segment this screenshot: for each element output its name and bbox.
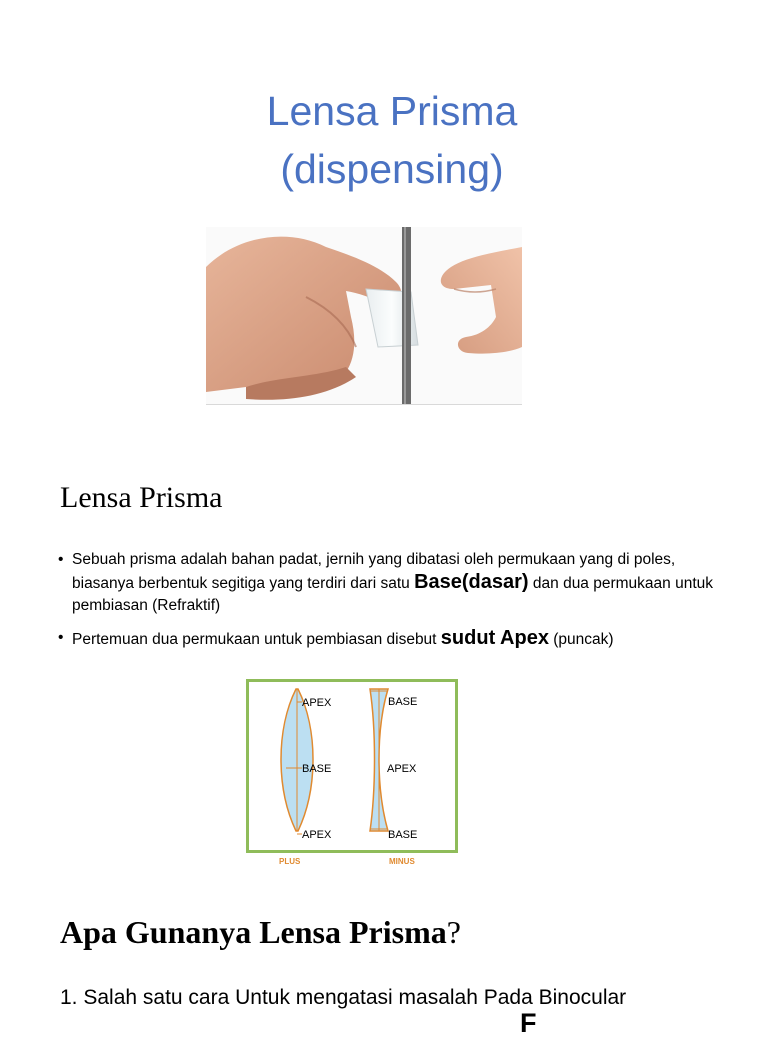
bullet-1-text-b: dan dua permukaan untuk pembiasan (Refraktif) <box>72 575 714 614</box>
minus-label-middle: APEX <box>387 763 417 775</box>
prism-lens-diagram-svg <box>246 679 458 855</box>
numbered-item-1: 1. Salah satu cara Untuk mengatasi masalah Pada Binocular <box>60 986 627 1009</box>
plus-label-top: APEX <box>302 697 332 709</box>
prism-photo-illustration <box>206 227 522 404</box>
bullet-item-2 <box>58 627 718 651</box>
title-line-1: Lensa Prisma <box>266 88 518 134</box>
cut-off-word: F <box>520 1008 537 1038</box>
plus-label-bottom: APEX <box>302 829 332 841</box>
hands-holding-prism-image <box>206 227 522 405</box>
prism-lens-diagram <box>246 679 458 866</box>
bullet-item-1 <box>58 549 718 617</box>
section-2-heading-tail: ? <box>446 914 461 950</box>
plus-label-middle: BASE <box>302 763 332 775</box>
bullet-1-text-a: Sebuah prisma adalah bahan padat, jernih yang dibatasi oleh permukaan yang di poles, biasanya berbentuk segitiga yang terdiri dari satu <box>72 551 676 592</box>
title-line-2: (dispensing) <box>280 146 504 192</box>
section-2-heading-bold: Apa Gunanya Lensa Prisma <box>60 914 447 950</box>
slide-title <box>0 82 768 198</box>
diagram-frame <box>248 681 457 852</box>
section-2-heading <box>60 910 461 954</box>
minus-label-top: BASE <box>388 696 418 708</box>
bullet-2-text-a: Pertemuan dua permukaan untuk pembiasan disebut <box>72 631 441 648</box>
bullet-1-emphasis: Base(dasar) <box>414 571 529 593</box>
bullet-list <box>58 549 718 661</box>
bullet-2-text-b: (puncak) <box>548 631 614 648</box>
plus-caption-html: PLUS <box>279 857 301 866</box>
bullet-2-emphasis: sudut Apex <box>440 627 549 649</box>
section-heading: Lensa Prisma <box>60 481 223 514</box>
minus-caption: MINUS <box>389 857 415 866</box>
minus-label-bottom: BASE <box>388 829 418 841</box>
